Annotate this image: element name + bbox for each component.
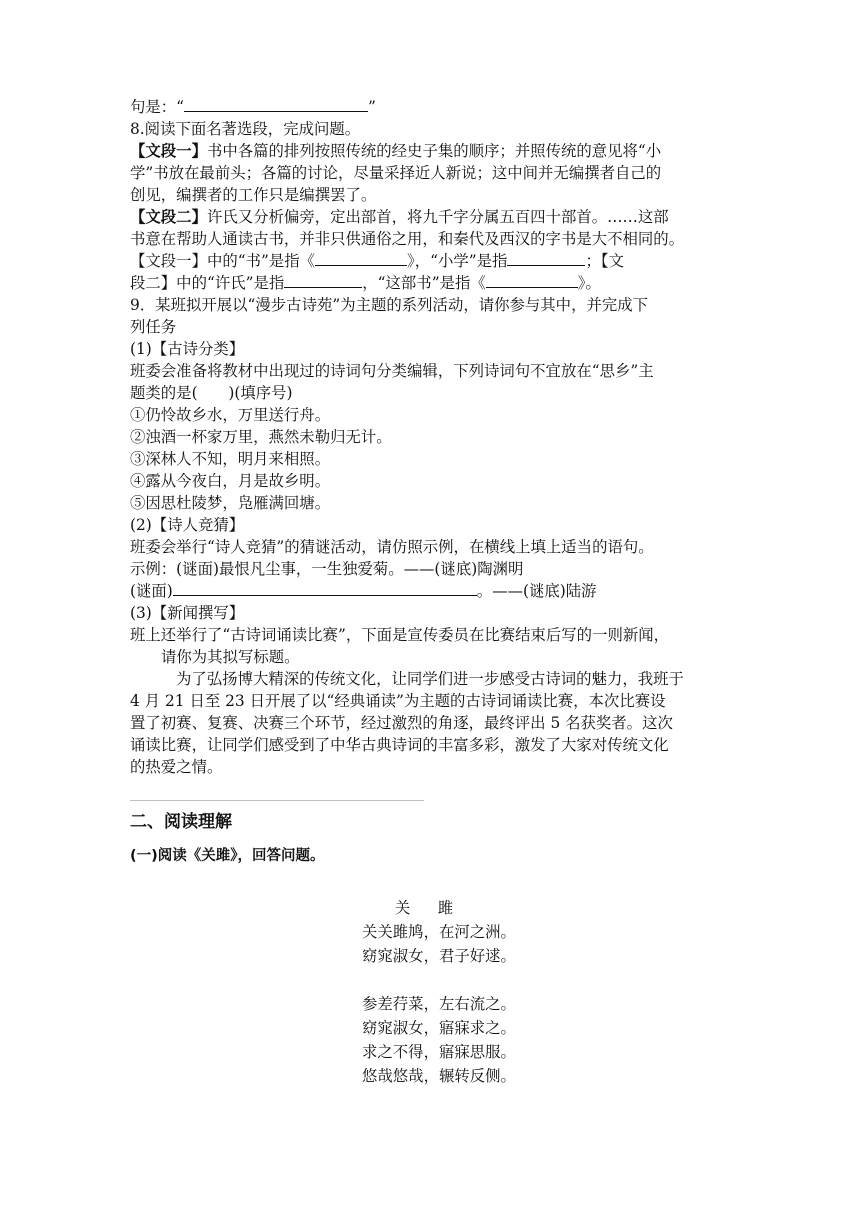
option-2: ②浊酒一杯家万里，燕然未勒归无计。 [130, 428, 392, 446]
q9-title-line2: 列任务 [130, 318, 177, 336]
q8-qb2: ，“这部书”是指《 [362, 274, 486, 292]
answer-blank[interactable] [184, 97, 368, 112]
q8-qa3: ；【文 [585, 252, 624, 270]
q8-seg1-line3: 创见，编撰者的工作只是编撰罢了。 [130, 186, 377, 204]
section-divider [130, 800, 424, 801]
answer-blank-zhebushu[interactable] [486, 273, 578, 288]
poem-line: 求之不得，寤寐思服。 [362, 1043, 516, 1061]
q8-question-line1 [130, 250, 735, 272]
q9-title-line1: 9．某班拟开展以“漫步古诗苑”为主题的系列活动，请你参与其中，并完成下 [130, 296, 649, 314]
q9-part2-head: (2)【诗人竞猜】 [130, 516, 245, 534]
q8-seg1-line2: 学”书放在最前头；各篇的讨论，尽量采择近人新说；这中间并无编撰者自己的 [130, 164, 662, 182]
q9-part2-example: 示例：(谜面)最恨凡尘事，一生独爱菊。——(谜底)陶渊明 [130, 560, 524, 578]
answer-blank-riddle[interactable] [173, 581, 477, 596]
poem-line: 关关雎鸠，在河之洲。 [362, 923, 516, 941]
q8-seg2-line2: 书意在帮助人通读古书，并非只供通俗之用，和秦代及西汉的字书是大不相同的。 [130, 230, 685, 248]
poem-line: 窈窕淑女，寤寐求之。 [362, 1019, 516, 1037]
poem-block [362, 896, 582, 1088]
seg2-text: 许氏又分析偏旁，定出部首，将九千字分属五百四十部首。……这部 [206, 208, 669, 226]
section-subtitle: (一)阅读《关雎》，回答问题。 [130, 848, 325, 864]
stanza-gap [362, 968, 582, 992]
q8-seg2-line1 [130, 206, 735, 228]
q8-qb3: 》。 [577, 274, 601, 292]
poem-line: 悠哉悠哉，辗转反侧。 [362, 1067, 516, 1085]
q9-part1-line2: 题类的是( )(填序号) [130, 384, 293, 402]
option-5: ⑤因思杜陵梦，凫雁满回塘。 [130, 494, 331, 512]
q9-part3-line2: 请你为其拟写标题。 [161, 648, 300, 666]
news-line4: 诵读比赛，让同学们感受到了中华古典诗词的丰富多彩，激发了大家对传统文化 [130, 736, 669, 754]
answer-blank-book[interactable] [315, 251, 407, 266]
option-3: ③深林人不知，明月来相照。 [130, 450, 331, 468]
seg1-label: 【文段一】 [130, 142, 207, 160]
q8-qa1: 【文段一】中的“书”是指《 [130, 252, 316, 270]
riddle-end: 。——(谜底)陆游 [476, 582, 597, 600]
q8-qa2: 》，“小学”是指 [407, 252, 508, 270]
news-line5: 的热爱之情。 [130, 758, 223, 776]
q9-part3-head: (3)【新闻撰写】 [130, 604, 245, 622]
poem-line: 窈窕淑女，君子好逑。 [362, 947, 516, 965]
news-line1: 为了弘扬博大精深的传统文化，让同学们进一步感受古诗词的魅力，我班于 [176, 670, 684, 688]
news-line3: 置了初赛、复赛、决赛三个环节，经过激烈的角逐，最终评出 5 名获奖者。这次 [130, 714, 673, 732]
poem-title: 关 雎 [394, 899, 460, 917]
q7-tail-line [130, 96, 735, 118]
news-line2: 4 月 21 日至 23 日开展了以“经典诵读”为主题的古诗词诵读比赛，本次比赛设 [130, 692, 666, 710]
q7-close-quote: ” [368, 98, 376, 116]
q8-title: 8.阅读下面名著选段，完成问题。 [130, 120, 361, 138]
seg2-label: 【文段二】 [130, 208, 207, 226]
section-title: 二、阅读理解 [130, 812, 232, 832]
q9-part2-line1: 班委会举行“诗人竞猜”的猜谜活动，请仿照示例，在横线上填上适当的语句。 [130, 538, 654, 556]
document-body [130, 96, 735, 871]
q9-part3-line1: 班上还举行了“古诗词诵读比赛”，下面是宣传委员在比赛结束后写的一则新闻， [130, 626, 670, 644]
q8-qb1: 段二】中的“许氏”是指 [130, 274, 285, 292]
answer-blank-xiaoxue[interactable] [507, 251, 585, 266]
q9-part1-head: (1)【古诗分类】 [130, 340, 245, 358]
seg1-text: 书中各篇的排列按照传统的经史子集的顺序；并照传统的意见将“小 [206, 142, 662, 160]
riddle-start: (谜面) [130, 582, 173, 600]
q8-seg1-line1 [130, 140, 735, 162]
option-1: ①仍怜故乡水，万里送行舟。 [130, 406, 331, 424]
q7-tail-text: 句是：“ [130, 98, 185, 116]
poem-line: 参差荇菜，左右流之。 [362, 995, 516, 1013]
answer-blank-xushi[interactable] [284, 273, 362, 288]
q9-part1-line1: 班委会准备将教材中出现过的诗词句分类编辑，下列诗词句不宜放在“思乡”主 [130, 362, 654, 380]
q9-part2-question [130, 580, 735, 602]
q8-question-line2 [130, 272, 735, 294]
option-4: ④露从今夜白，月是故乡明。 [130, 472, 331, 490]
